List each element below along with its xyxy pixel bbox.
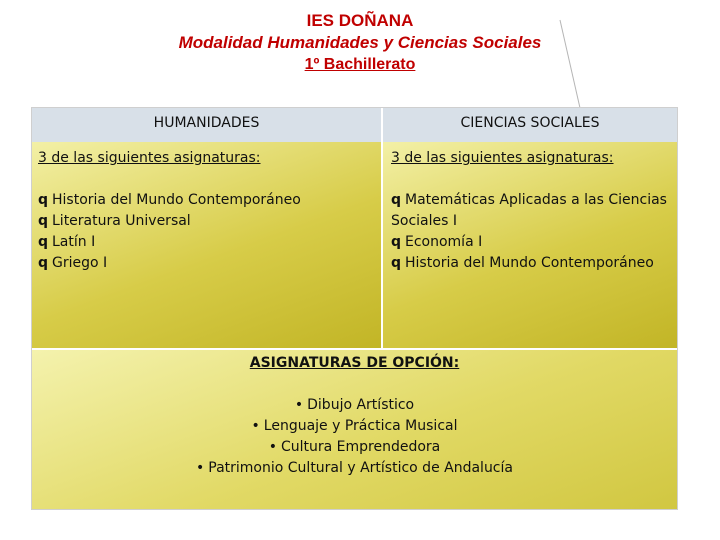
checkbox-bullet-icon: q xyxy=(391,234,402,250)
course-level: 1º Bachillerato xyxy=(304,56,416,73)
subjects-table xyxy=(31,107,678,510)
humanidades-cell xyxy=(32,142,383,348)
list-item: q Economía I xyxy=(391,232,677,253)
checkbox-bullet-icon: q xyxy=(38,213,49,229)
dot-bullet-icon: • xyxy=(268,439,277,455)
optional-subjects-title: ASIGNATURAS DE OPCIÓN: xyxy=(249,355,460,371)
column-header-ciencias-sociales: CIENCIAS SOCIALES xyxy=(383,108,677,142)
checkbox-bullet-icon: q xyxy=(38,192,49,208)
list-item: • Dibujo Artístico xyxy=(294,397,415,413)
ciencias-sociales-intro: 3 de las siguientes asignaturas: xyxy=(391,150,614,166)
checkbox-bullet-icon: q xyxy=(38,255,49,271)
list-item: • Patrimonio Cultural y Artístico de Andalucía xyxy=(196,460,513,476)
list-item: q Matemáticas Aplicadas a las Ciencias Sociales I xyxy=(391,192,667,229)
list-item: q Historia del Mundo Contemporáneo xyxy=(38,190,381,211)
list-item: • Cultura Emprendedora xyxy=(268,439,441,455)
dot-bullet-icon: • xyxy=(251,418,260,434)
dot-bullet-icon: • xyxy=(294,397,304,413)
list-item: q Historia del Mundo Contemporáneo xyxy=(391,253,677,274)
humanidades-list xyxy=(38,190,381,274)
school-name: IES DOÑANA xyxy=(306,11,414,30)
list-item: • Lenguaje y Práctica Musical xyxy=(251,418,458,434)
list-item: q Griego I xyxy=(38,253,381,274)
page-header xyxy=(0,10,720,76)
optional-subjects-cell xyxy=(32,348,677,509)
humanidades-intro: 3 de las siguientes asignaturas: xyxy=(38,150,261,166)
optional-subjects-list xyxy=(32,395,677,479)
ciencias-sociales-list xyxy=(391,190,677,274)
dot-bullet-icon: • xyxy=(196,460,205,476)
checkbox-bullet-icon: q xyxy=(38,234,49,250)
ciencias-sociales-cell xyxy=(383,142,677,348)
checkbox-bullet-icon: q xyxy=(391,255,402,271)
list-item: q Literatura Universal xyxy=(38,211,381,232)
list-item: q Latín I xyxy=(38,232,381,253)
modality-title: Modalidad Humanidades y Ciencias Sociales xyxy=(178,33,542,52)
checkbox-bullet-icon: q xyxy=(391,192,402,208)
column-header-humanidades: HUMANIDADES xyxy=(32,108,383,142)
